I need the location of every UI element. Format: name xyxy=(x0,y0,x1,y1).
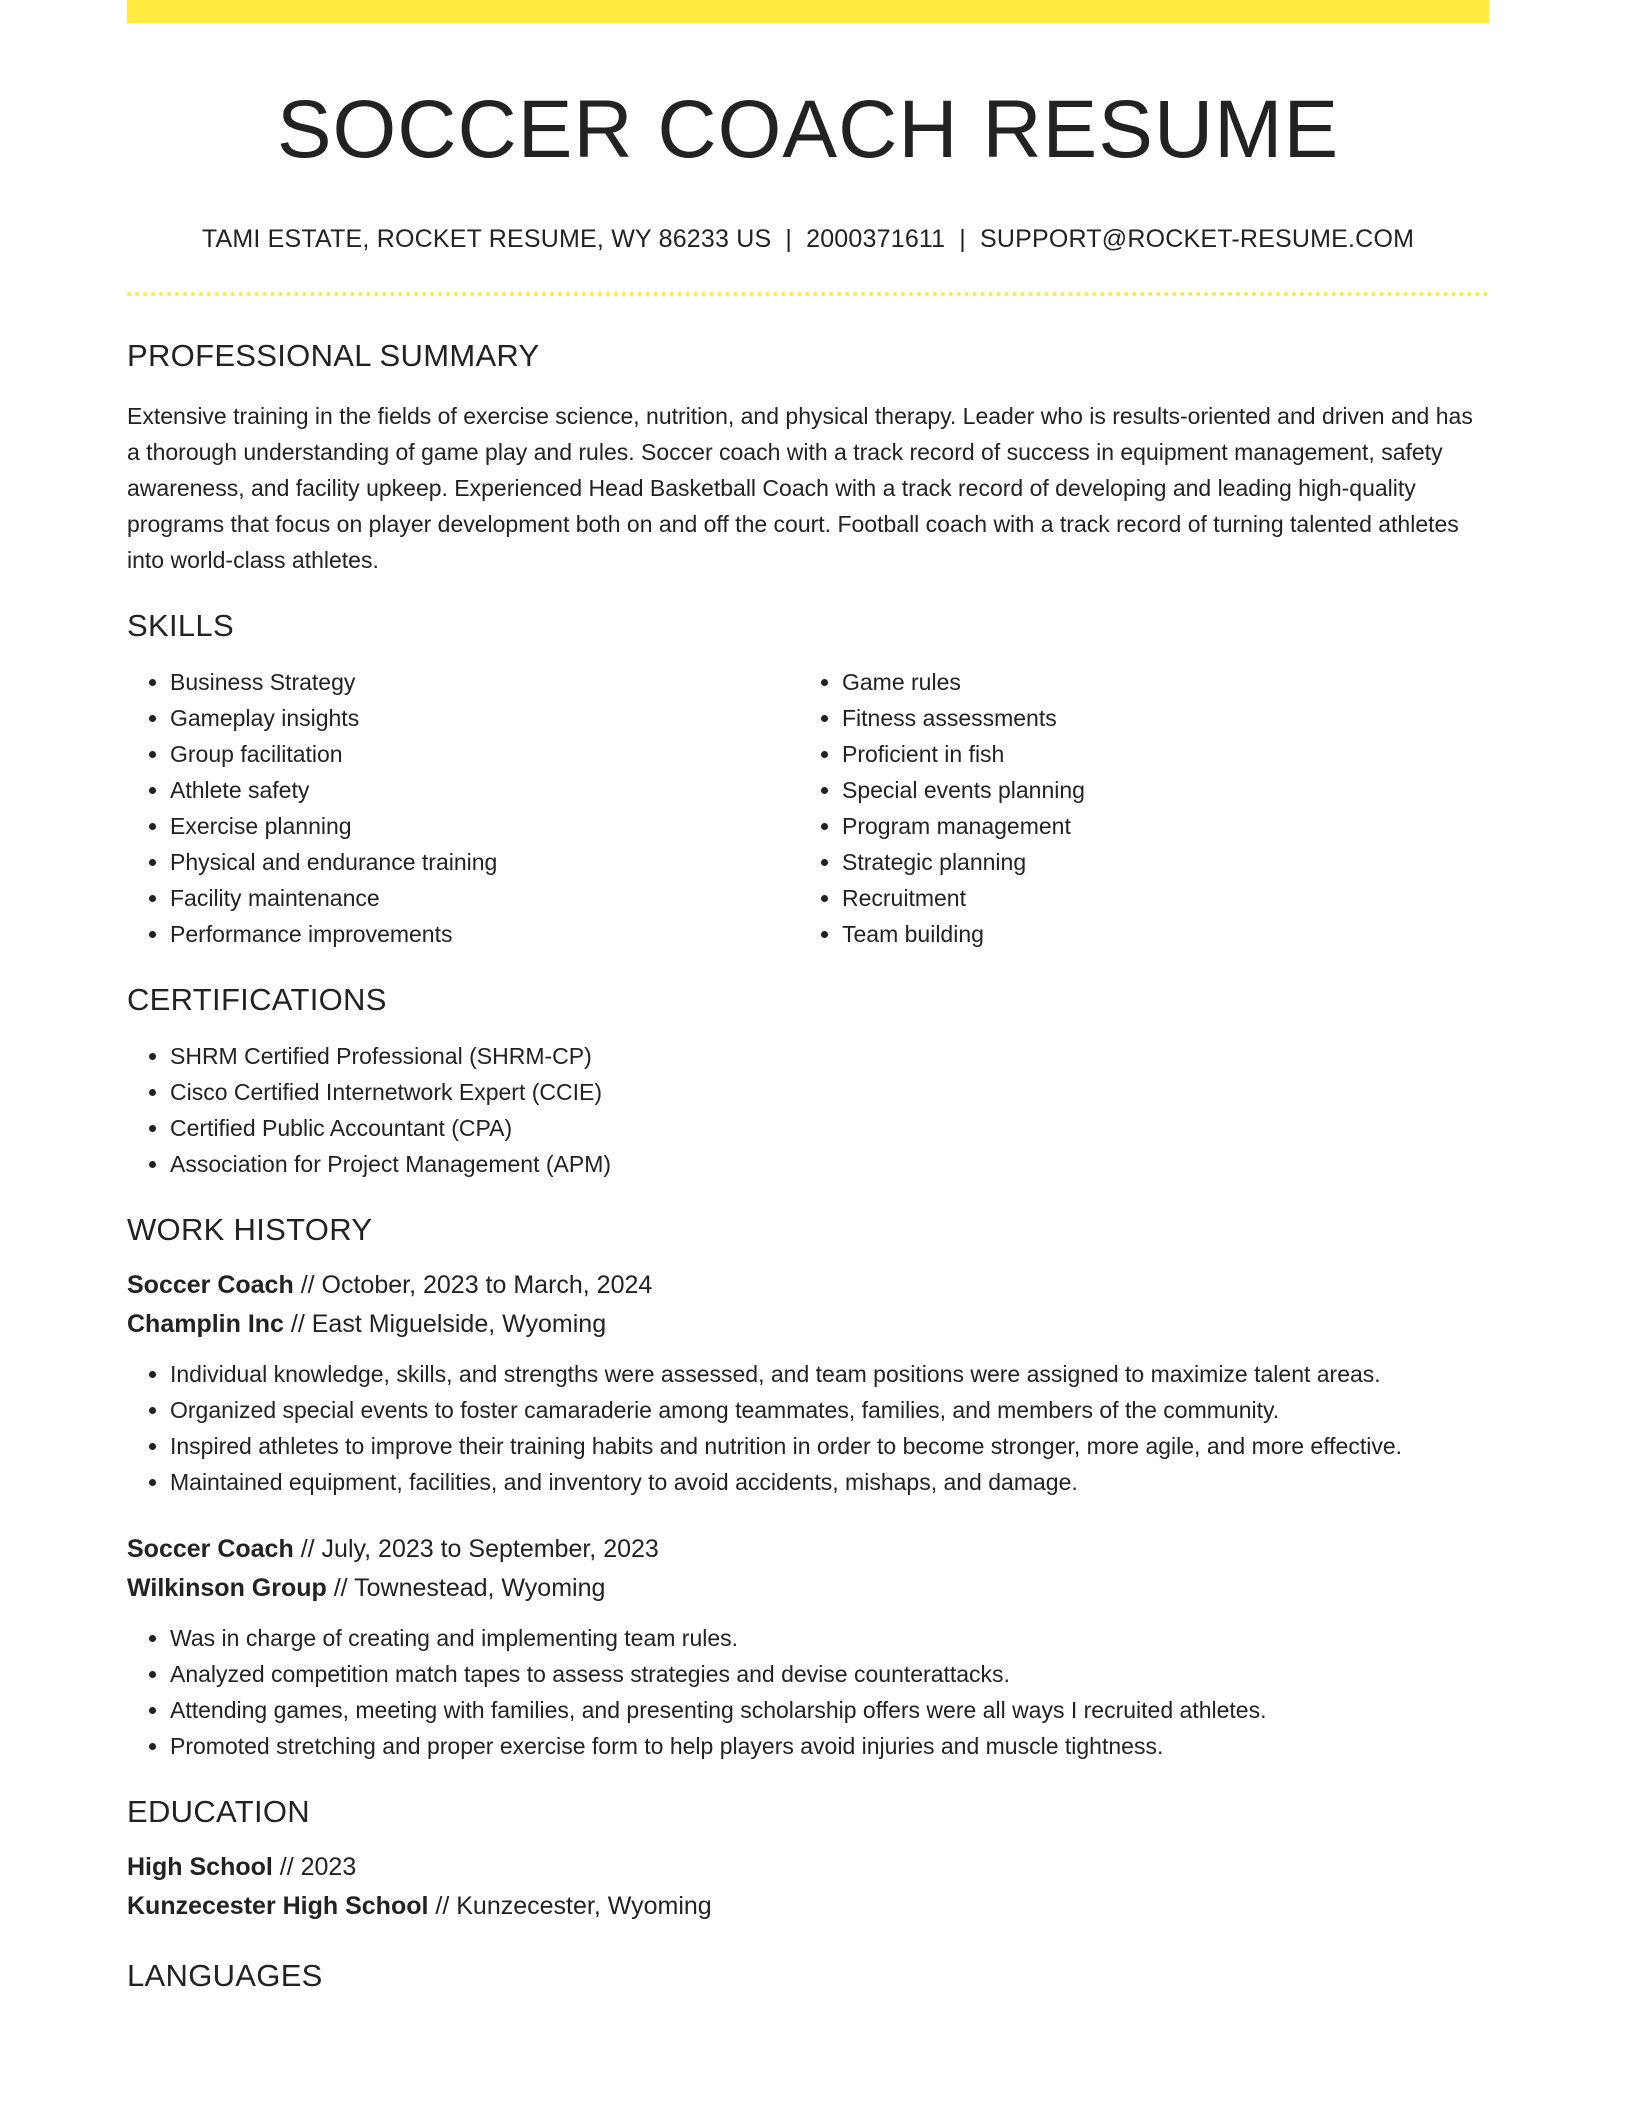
job-title: Soccer Coach xyxy=(127,1535,294,1564)
job-bullets xyxy=(127,1620,1489,1764)
contact-line xyxy=(127,225,1489,254)
skill-item: • Gameplay insights xyxy=(170,700,799,736)
summary-heading: PROFESSIONAL SUMMARY xyxy=(127,338,540,374)
job-company: Champlin Inc xyxy=(127,1310,284,1339)
skill-item: • Business Strategy xyxy=(170,664,799,700)
education-degree-line xyxy=(127,1848,1489,1887)
skills-column-left xyxy=(127,664,799,952)
skills-column-right xyxy=(799,664,1471,952)
contact-email: SUPPORT@ROCKET-RESUME.COM xyxy=(979,225,1415,254)
job-company-line xyxy=(127,1569,1489,1608)
accent-top-bar xyxy=(127,0,1489,23)
job-bullet: • Promoted stretching and proper exercise form to help players avoid injuries and muscle tightness. xyxy=(170,1728,1489,1764)
certification-item: • SHRM Certified Professional (SHRM-CP) xyxy=(170,1038,1489,1074)
skill-item: • Group facilitation xyxy=(170,736,799,772)
job-title-line xyxy=(127,1530,1489,1569)
skill-item: • Strategic planning xyxy=(842,844,1471,880)
dotted-divider xyxy=(127,292,1489,296)
job-dates: // October, 2023 to March, 2024 xyxy=(300,1271,653,1300)
education-school-line xyxy=(127,1887,1489,1926)
certification-item: • Certified Public Accountant (CPA) xyxy=(170,1110,1489,1146)
job-dates: // July, 2023 to September, 2023 xyxy=(300,1535,659,1564)
skills-heading: SKILLS xyxy=(127,608,234,644)
resume-page xyxy=(127,0,1489,1994)
job-bullet: • Analyzed competition match tapes to assess strategies and devise counterattacks. xyxy=(170,1656,1489,1692)
job-bullet: • Maintained equipment, facilities, and inventory to avoid accidents, mishaps, and damage. xyxy=(170,1464,1489,1500)
skills-columns xyxy=(127,664,1489,952)
job-bullet: • Organized special events to foster camaraderie among teammates, families, and members of the community. xyxy=(170,1392,1489,1428)
skill-item: • Special events planning xyxy=(842,772,1471,808)
languages-heading: LANGUAGES xyxy=(127,1958,323,1994)
education-school: Kunzecester High School xyxy=(127,1892,429,1921)
skill-item: • Exercise planning xyxy=(170,808,799,844)
job-bullet: • Inspired athletes to improve their training habits and nutrition in order to become stronger, more agile, and more effective. xyxy=(170,1428,1489,1464)
contact-separator: | xyxy=(785,225,793,254)
job-bullets xyxy=(127,1356,1489,1500)
skills-list-left xyxy=(127,664,799,952)
certifications-heading: CERTIFICATIONS xyxy=(127,982,387,1018)
job-location: // East Miguelside, Wyoming xyxy=(290,1310,607,1339)
education-year: // 2023 xyxy=(279,1853,357,1882)
resume-title: SOCCER COACH RESUME xyxy=(276,84,1340,175)
job-bullet: • Attending games, meeting with families, and presenting scholarship offers were all ways I recruited athletes. xyxy=(170,1692,1489,1728)
job-location: // Townestead, Wyoming xyxy=(333,1574,606,1603)
education-degree: High School xyxy=(127,1853,273,1882)
education-heading: EDUCATION xyxy=(127,1794,310,1830)
job-entry xyxy=(127,1266,1489,1500)
skill-item: • Team building xyxy=(842,916,1471,952)
job-entry xyxy=(127,1530,1489,1764)
job-company: Wilkinson Group xyxy=(127,1574,327,1603)
skill-item: • Fitness assessments xyxy=(842,700,1471,736)
skill-item: • Physical and endurance training xyxy=(170,844,799,880)
summary-text: Extensive training in the fields of exercise science, nutrition, and physical therapy. Leader who is results-oriented and driven and has a thorough understanding of game play and rules. Soccer coach with a track record of success in equipment management, safety awareness, and facility upkeep. Experienced Head Basketball Coach with a track record of developing and leading high-quality programs that focus on player development both on and off the court. Football coach with a track record of turning talented athletes into world-class athletes. xyxy=(127,403,1473,574)
job-title-line xyxy=(127,1266,1489,1305)
certifications-list xyxy=(127,1038,1489,1182)
work-history-heading: WORK HISTORY xyxy=(127,1212,373,1248)
job-bullet: • Was in charge of creating and implementing team rules. xyxy=(170,1620,1489,1656)
skill-item: • Performance improvements xyxy=(170,916,799,952)
skill-item: • Proficient in fish xyxy=(842,736,1471,772)
education-location: // Kunzecester, Wyoming xyxy=(435,1892,712,1921)
contact-phone: 2000371611 xyxy=(806,225,946,254)
skill-item: • Facility maintenance xyxy=(170,880,799,916)
skills-list-right xyxy=(799,664,1471,952)
job-title: Soccer Coach xyxy=(127,1271,294,1300)
job-company-line xyxy=(127,1305,1489,1344)
certification-item: • Association for Project Management (APM) xyxy=(170,1146,1489,1182)
contact-separator: | xyxy=(959,225,966,254)
contact-address: TAMI ESTATE, ROCKET RESUME, WY 86233 US xyxy=(201,225,772,254)
job-bullet: • Individual knowledge, skills, and strengths were assessed, and team positions were assigned to maximize talent areas. xyxy=(170,1356,1489,1392)
skill-item: • Game rules xyxy=(842,664,1471,700)
certification-item: • Cisco Certified Internetwork Expert (CCIE) xyxy=(170,1074,1489,1110)
education-entry xyxy=(127,1848,1489,1926)
skill-item: • Recruitment xyxy=(842,880,1471,916)
skill-item: • Program management xyxy=(842,808,1471,844)
skill-item: • Athlete safety xyxy=(170,772,799,808)
